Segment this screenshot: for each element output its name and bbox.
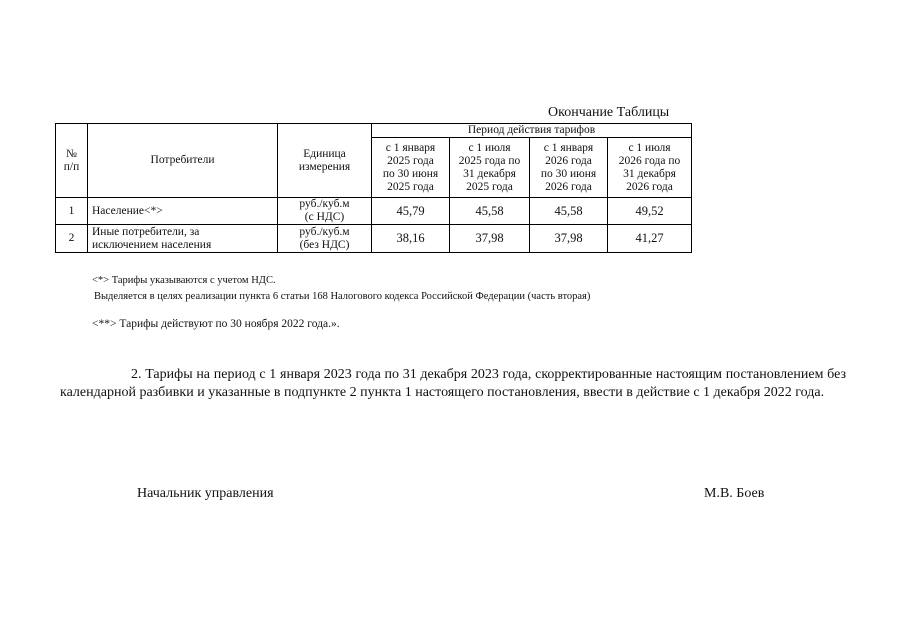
period-line: 31 декабря <box>623 167 676 180</box>
period-line: 2025 года <box>387 180 434 193</box>
table-row <box>56 225 692 253</box>
unit-line: (без НДС) <box>299 238 350 251</box>
period-line: с 1 января <box>543 141 594 154</box>
row-value: 38,16 <box>372 225 450 253</box>
row-value: 37,98 <box>530 225 608 253</box>
header-num-line: № <box>66 147 77 160</box>
row-number: 1 <box>56 198 88 225</box>
header-period-2 <box>450 138 530 198</box>
period-line: 2025 года <box>387 154 434 167</box>
unit-line: (с НДС) <box>304 211 345 223</box>
unit-line: руб./куб.м <box>299 225 350 238</box>
header-num <box>56 124 88 198</box>
header-consumers: Потребители <box>88 124 278 198</box>
period-line: 2026 года <box>545 180 592 193</box>
table-caption: Окончание Таблицы <box>548 105 670 120</box>
period-line: по 30 июня <box>540 167 597 180</box>
signatory-title: Начальник управления <box>137 486 274 501</box>
consumer-line: исключением населения <box>92 238 212 251</box>
tariff-table <box>55 123 692 253</box>
header-period: Период действия тарифов <box>372 124 692 138</box>
header-unit-line: измерения <box>298 160 351 173</box>
period-line: 2026 года по <box>618 154 681 167</box>
period-line: с 1 января <box>385 141 436 154</box>
header-period-4 <box>608 138 692 198</box>
period-line: 2025 года по <box>458 154 521 167</box>
row-value: 49,52 <box>608 198 692 225</box>
signatory-name: М.В. Боев <box>704 486 765 501</box>
row-number: 2 <box>56 225 88 253</box>
footnote-tax-code: Выделяется в целях реализации пункта 6 статьи 168 Налогового кодекса Российской Федерации (часть вторая) <box>94 291 591 302</box>
period-line: 2026 года <box>626 180 673 193</box>
row-value: 41,27 <box>608 225 692 253</box>
row-value: 37,98 <box>450 225 530 253</box>
period-line: 2026 года <box>545 154 592 167</box>
table-header-row <box>56 124 692 138</box>
header-period-3 <box>530 138 608 198</box>
unit-line: руб./куб.м <box>299 198 350 210</box>
header-unit <box>278 124 372 198</box>
period-line: 2025 года <box>466 180 513 193</box>
period-line: 31 декабря <box>463 167 516 180</box>
period-line: с 1 июля <box>468 141 511 154</box>
consumer-line: Иные потребители, за <box>92 225 200 238</box>
row-unit <box>278 225 372 253</box>
footnote-validity: <**> Тарифы действуют по 30 ноября 2022 года.». <box>92 318 340 330</box>
header-num-line: п/п <box>63 160 80 173</box>
row-value: 45,58 <box>450 198 530 225</box>
row-unit <box>278 198 372 225</box>
period-line: по 30 июня <box>382 167 439 180</box>
footnote-vat: <*> Тарифы указываются с учетом НДС. <box>92 275 276 286</box>
row-consumer <box>88 225 278 253</box>
body-paragraph: 2. Тарифы на период с 1 января 2023 года по 31 декабря 2023 года, скорректированные настоящим постановлением без календарной разбивки и указанные в подпункте 2 пункта 1 настоящего постановления, ввести в действие с 1 декабря 2022 года. <box>60 367 846 400</box>
row-value: 45,58 <box>530 198 608 225</box>
row-value: 45,79 <box>372 198 450 225</box>
row-consumer: Население<*> <box>88 198 278 225</box>
period-line: с 1 июля <box>628 141 671 154</box>
header-unit-line: Единица <box>303 147 346 160</box>
header-period-1 <box>372 138 450 198</box>
table-row <box>56 198 692 225</box>
